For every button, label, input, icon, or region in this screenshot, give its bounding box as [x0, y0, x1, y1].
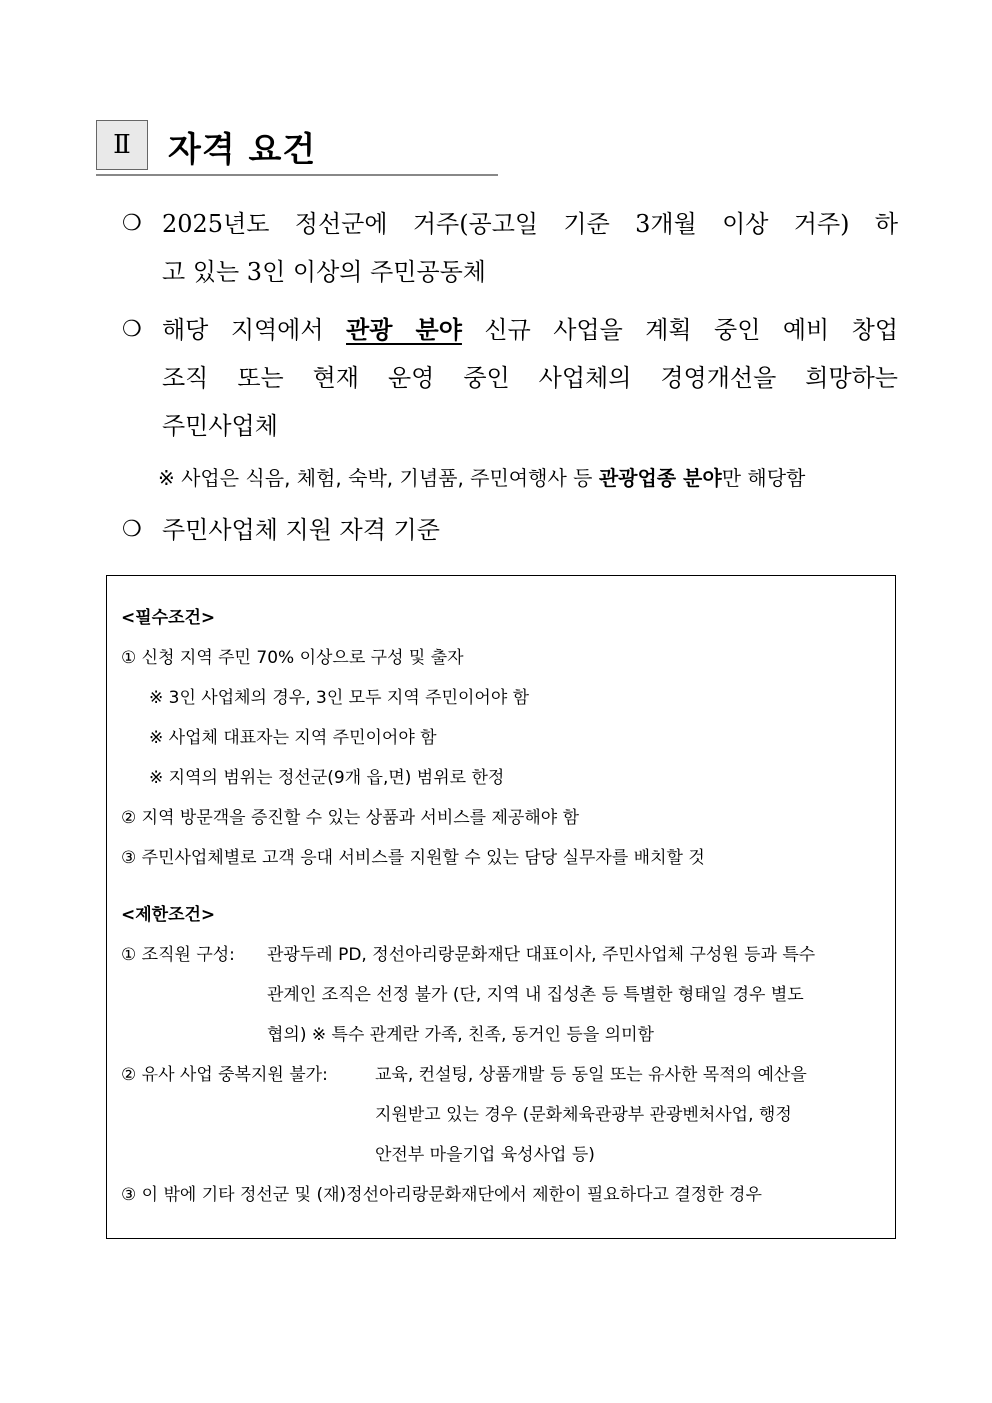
required-item: ② 지역 방문객을 증진할 수 있는 상품과 서비스를 제공해야 함 — [121, 808, 580, 828]
criteria-box — [106, 575, 896, 1239]
bullet-circle-icon: ❍ — [122, 317, 142, 342]
limit-item-line: 안전부 마을기업 육성사업 등) — [375, 1145, 595, 1165]
bullet-line: 해당 지역에서 관광 분야 신규 사업을 계획 중인 예비 창업 — [162, 315, 899, 344]
limits-title: <제한조건> — [121, 905, 216, 925]
note-emphasis: 관광업종 분야 — [598, 466, 722, 490]
bullet-circle-icon: ❍ — [122, 211, 142, 236]
limit-item-line: 교육, 컨설팅, 상품개발 등 동일 또는 유사한 목적의 예산을 — [375, 1065, 807, 1085]
section-header — [96, 120, 498, 176]
required-title: <필수조건> — [121, 608, 216, 628]
emphasis-underline: 관광 분야 — [346, 315, 462, 344]
bullet-line: 조직 또는 현재 운영 중인 사업체의 경영개선을 희망하는 — [162, 364, 898, 392]
bullet-residence — [122, 200, 898, 296]
section-number: Ⅱ — [96, 120, 148, 170]
business-type-note: ※ 사업은 식음, 체험, 숙박, 기념품, 주민여행사 등 관광업종 분야만 해당함 — [158, 466, 806, 490]
required-note: ※ 사업체 대표자는 지역 주민이어야 함 — [149, 728, 437, 748]
limit-item-label: ② 유사 사업 중복지원 불가: — [121, 1065, 328, 1085]
bullet-circle-icon: ❍ — [122, 517, 142, 542]
limit-item-line: 관광두레 PD, 정선아리랑문화재단 대표이사, 주민사업체 구성원 등과 특수 — [267, 945, 816, 965]
required-item: ③ 주민사업체별로 고객 응대 서비스를 지원할 수 있는 담당 실무자를 배치할 것 — [121, 848, 705, 868]
limit-item: ③ 이 밖에 기타 정선군 및 (재)정선아리랑문화재단에서 제한이 필요하다고 결정한 경우 — [121, 1185, 762, 1205]
limit-item-label: ① 조직원 구성: — [121, 945, 235, 965]
limit-item-line: 협의) ※ 특수 관계란 가족, 친족, 동거인 등을 의미함 — [267, 1025, 654, 1045]
section-title: 자격 요건 — [168, 130, 317, 170]
bullet-criteria — [122, 506, 898, 554]
bullet-tourism-field — [122, 306, 898, 450]
bullet-line: 주민사업체 지원 자격 기준 — [162, 516, 440, 544]
bullet-line: 고 있는 3인 이상의 주민공동체 — [162, 258, 486, 286]
required-note: ※ 3인 사업체의 경우, 3인 모두 지역 주민이어야 함 — [149, 688, 530, 708]
limit-item-line: 지원받고 있는 경우 (문화체육관광부 관광벤처사업, 행정 — [375, 1105, 792, 1125]
bullet-line: 주민사업체 — [162, 412, 278, 440]
required-note: ※ 지역의 범위는 정선군(9개 읍,면) 범위로 한정 — [149, 768, 505, 788]
required-item: ① 신청 지역 주민 70% 이상으로 구성 및 출자 — [121, 648, 464, 668]
bullet-line: 2025년도 정선군에 거주(공고일 기준 3개월 이상 거주) 하 — [162, 210, 898, 238]
limit-item-line: 관계인 조직은 선정 불가 (단, 지역 내 집성촌 등 특별한 형태일 경우 별도 — [267, 985, 804, 1005]
